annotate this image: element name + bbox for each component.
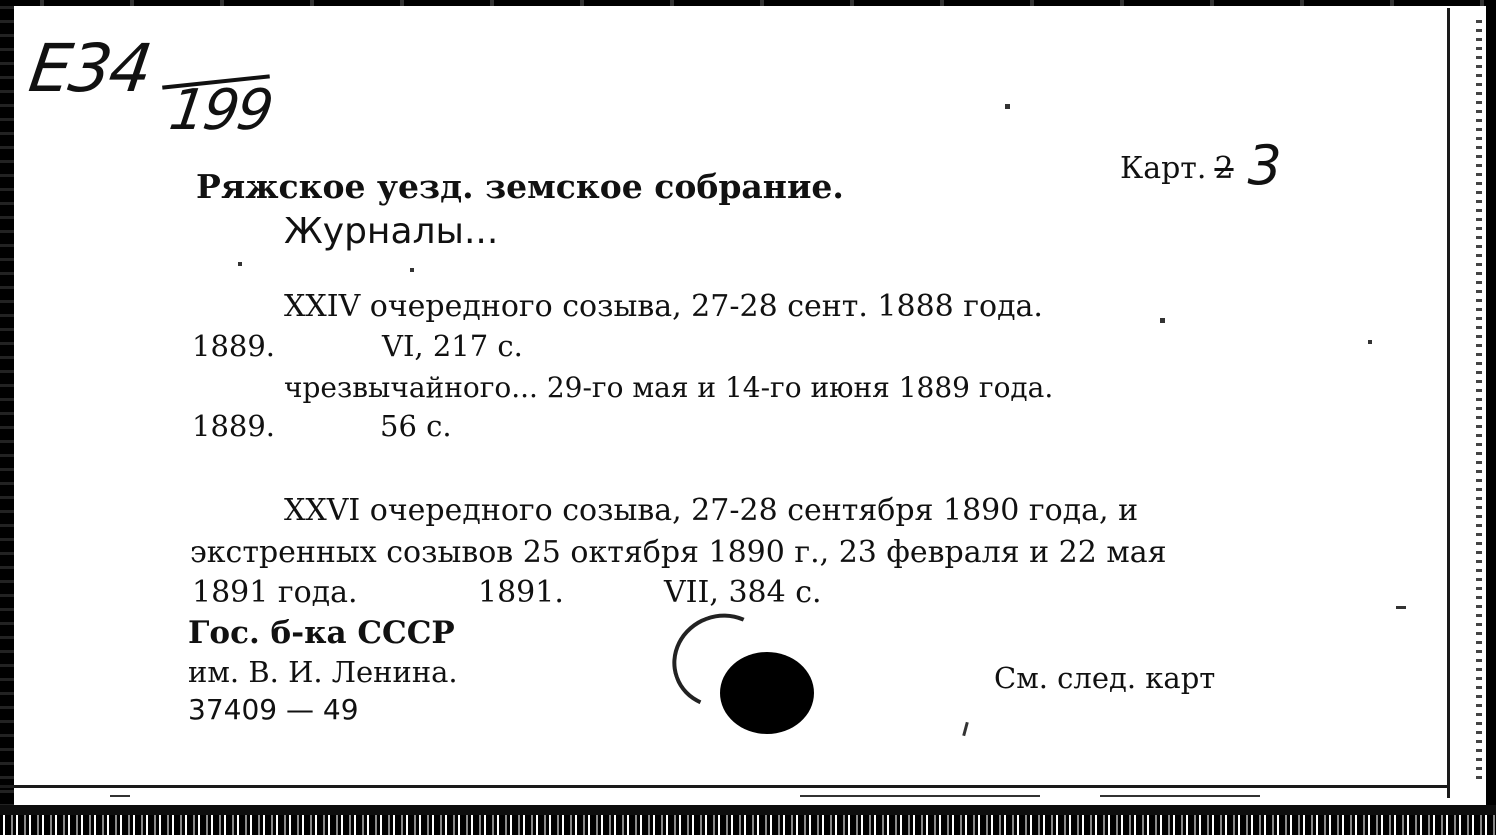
entry-3-extent: VII, 384 с. (664, 575, 822, 610)
card-number-label: Карт. (1120, 151, 1207, 186)
imprint-library: Гос. б-ка СССР (188, 615, 455, 651)
entry-3-date: 1891 года. (192, 575, 358, 610)
card-bottom-border (0, 785, 1450, 788)
entry-2-year: 1889. (192, 409, 276, 443)
shelf-mark-sub: 199 (165, 78, 276, 143)
imprint-name: им. В. И. Ленина. (188, 655, 458, 689)
entry-1-extent: VI, 217 с. (382, 329, 523, 363)
speck (1160, 318, 1165, 323)
entry-3-line-1: XXVI очередного созыва, 27-28 сентября 1890 года, и (284, 493, 1139, 528)
speck (1368, 340, 1372, 344)
scan-right-edge (1486, 0, 1496, 835)
card-right-border (1447, 8, 1450, 798)
scan-bottom-edge (0, 805, 1496, 815)
scan-top-edge (0, 0, 1496, 6)
subheading: Журналы... (284, 211, 499, 252)
speck (410, 268, 414, 272)
scan-dash (800, 795, 1040, 797)
entry-3-year: 1891. (478, 575, 564, 610)
speck (1005, 104, 1010, 109)
entry-1-year: 1889. (192, 329, 276, 363)
card-number (1120, 128, 1282, 197)
card-number-handwritten: 3 (1247, 134, 1282, 197)
card-number-crossed: 2 (1214, 151, 1234, 186)
scan-dash (110, 795, 130, 797)
scan-dash (1100, 795, 1260, 797)
entry-1-title: XXIV очередного созыва, 27-28 сент. 1888 года. (284, 289, 1043, 324)
imprint-number: 37409 — 49 (188, 693, 359, 726)
speck (238, 262, 242, 266)
entry-2-title: чрезвычайного... 29-го мая и 14-го июня 1889 года. (284, 371, 1054, 404)
heading: Ряжское уезд. земское собрание. (196, 167, 844, 206)
punch-hole (720, 652, 814, 734)
shelf-mark-main: E34 (24, 30, 156, 107)
entry-3-line-2: экстренных созывов 25 октября 1890 г., 23 февраля и 22 мая (190, 535, 1167, 570)
entry-2-extent: 56 с. (380, 409, 452, 443)
shelf-mark (24, 30, 280, 150)
scan-bottom-band (0, 815, 1496, 835)
speck (1396, 606, 1406, 609)
continuation-note: См. след. карт (994, 661, 1216, 695)
speck (962, 722, 969, 736)
scan-left-edge (0, 0, 14, 835)
scan-right-dots (1476, 20, 1482, 780)
